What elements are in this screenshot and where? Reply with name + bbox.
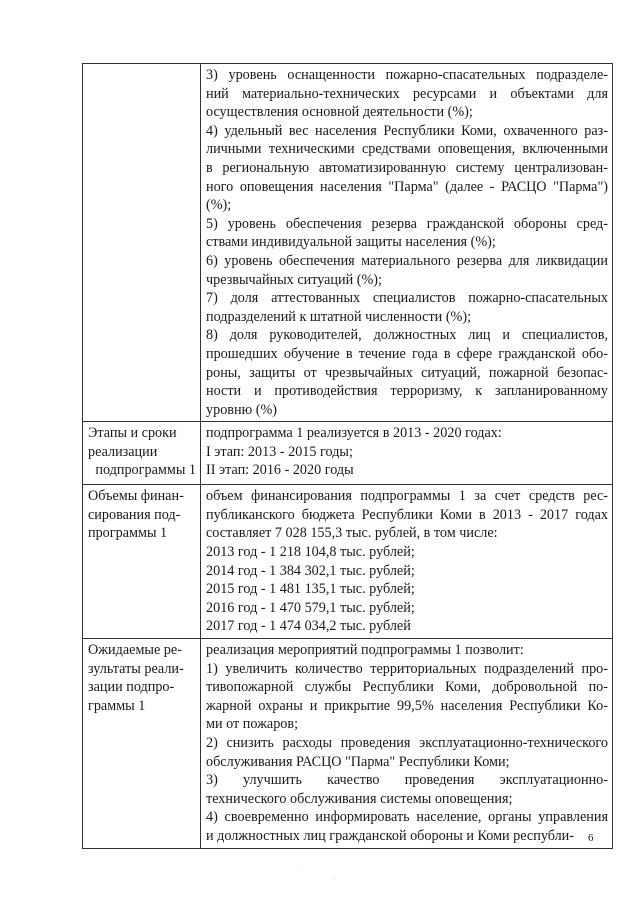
row-label-cell (83, 639, 201, 849)
content-line: II этап: 2016 - 2020 годы (206, 462, 354, 479)
subprogram-passport-table (82, 63, 613, 849)
content-line: 4) своевременно информировать население, органы управления (206, 809, 608, 826)
content-line: чрезвычайных ситуаций (%); (206, 271, 382, 288)
content-line: ного оповещения населения "Парма" (далее - РАСЦО "Парма") (206, 178, 608, 195)
indicators-row (83, 64, 613, 422)
row-content-cell (201, 639, 613, 849)
content-line: подразделений к штатной численности (%); (206, 308, 472, 325)
content-line: 3) улучшить качество проведения эксплуатационно- (206, 772, 608, 789)
row-label-line: Объемы финан- (88, 488, 184, 505)
content-line: объем финансирования подпрограммы 1 за счет средств рес- (206, 488, 608, 505)
content-line: уровню (%) (206, 401, 277, 418)
row-content-cell (201, 64, 613, 422)
content-line: жарной охраны и прикрытие 99,5% населения Республики Ко- (206, 697, 608, 714)
content-line: обслуживания РАСЦО "Парма" Республики Коми; (206, 753, 510, 770)
content-line: ми от пожаров; (206, 716, 299, 733)
content-line: 6) уровень обеспечения материального резерва для ликвидации (206, 252, 608, 269)
row-label-cell (83, 422, 201, 485)
row-label-line: зации подпро- (88, 679, 175, 696)
content-line: 2016 год - 1 470 579,1 тыс. рублей; (206, 599, 415, 616)
content-line: ствами индивидуальной защиты населения (%); (206, 234, 496, 251)
content-line: подпрограмма 1 реализуется в 2013 - 2020 годах: (206, 425, 502, 442)
row-label-cell (83, 64, 201, 422)
content-line: 2014 год - 1 384 302,1 тыс. рублей; (206, 562, 415, 579)
content-line: в региональную автоматизированную систему централизован- (206, 159, 608, 176)
content-line: осуществления основной деятельности (%); (206, 104, 473, 121)
content-line: ности и противодействия терроризму, к запланированному (206, 383, 608, 400)
expected-results-row (83, 639, 613, 849)
row-label-line: Ожидаемые ре- (88, 642, 182, 659)
content-line: ний материально-технических ресурсами и объектами для (206, 85, 608, 102)
row-label-line: программы 1 (88, 525, 168, 542)
content-line: тивопожарной службы Республики Коми, добровольной по- (206, 679, 608, 696)
content-line: (%); (206, 197, 232, 214)
content-line: 5) уровень обеспечения резерва гражданской обороны сред- (206, 215, 608, 232)
content-line: личными техническими средствами оповещения, включенными (206, 141, 608, 158)
content-line: 2017 год - 1 474 034,2 тыс. рублей (206, 618, 411, 635)
content-line: и должностных лиц гражданской обороны и Коми республи- (206, 827, 574, 844)
content-line: роны, защиты от чрезвычайных ситуаций, пожарной безопас- (206, 364, 608, 381)
row-content-cell (201, 485, 613, 639)
row-label-line: Этапы и сроки (88, 425, 177, 442)
content-line: публиканского бюджета Республики Коми в 2013 - 2017 годах (206, 506, 608, 523)
content-line: составляет 7 028 155,3 тыс. рублей, в том числе: (206, 525, 498, 542)
content-line: прошедших обучение в течение года в сфере гражданской обо- (206, 345, 608, 362)
scan-speck: · (300, 864, 302, 870)
row-label-cell (83, 485, 201, 639)
content-line: I этап: 2013 - 2015 годы; (206, 443, 353, 460)
content-line: 7) доля аттестованных специалистов пожарно-спасательных (206, 290, 608, 307)
row-content-cell (201, 422, 613, 485)
row-label-line: подпрограммы 1 (95, 462, 196, 479)
content-line: 3) уровень оснащенности пожарно-спасательных подразделе- (206, 67, 608, 83)
content-line: 2) снизить расходы проведения эксплуатационно-технического (206, 735, 608, 751)
scan-speck: · (333, 876, 335, 882)
content-line: 2015 год - 1 481 135,1 тыс. рублей; (206, 581, 415, 598)
content-line: технического обслуживания системы оповещения; (206, 790, 513, 807)
content-line: реализация мероприятий подпрограммы 1 позволит: (206, 642, 524, 659)
row-label-line: граммы 1 (88, 697, 146, 714)
row-label-line: реализации (88, 443, 158, 460)
page-number: 6 (588, 832, 594, 844)
financing-row (83, 485, 613, 639)
content-line: 2013 год - 1 218 104,8 тыс. рублей; (206, 544, 415, 561)
row-label-line: зультаты реали- (88, 660, 184, 677)
content-line: 1) увеличить количество территориальных подразделений про- (206, 660, 608, 677)
content-line: 8) доля руководителей, должностных лиц и специалистов, (206, 327, 608, 344)
row-label-line: сирования под- (88, 506, 181, 523)
content-line: 4) удельный вес населения Республики Коми, охваченного раз- (206, 122, 608, 139)
stages-row (83, 422, 613, 485)
